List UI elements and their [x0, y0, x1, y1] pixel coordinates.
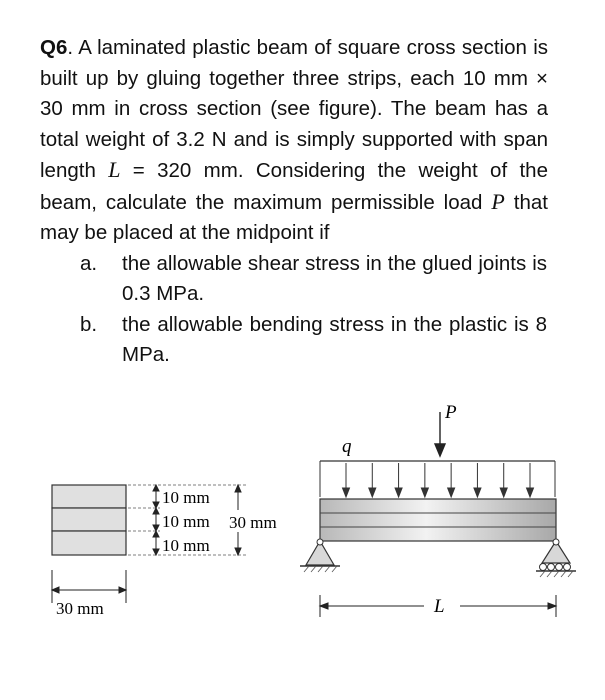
problem-text-1: . A laminated plastic beam of square cross section is built up by gluing together three strips, each 10 mm × 30 mm in cross section (see figure). The beam has a total weight of 3.2 N and is simply supported with span length	[40, 36, 548, 182]
distributed-load-arrows	[343, 463, 534, 497]
span-symbol: L	[108, 157, 121, 182]
pin-support	[300, 539, 340, 572]
distributed-load-arrowhead	[500, 488, 507, 497]
distributed-load-arrowhead	[474, 488, 481, 497]
width-label: 30 mm	[56, 599, 104, 618]
point-load-label: P	[445, 402, 457, 423]
distributed-load-arrowhead	[448, 488, 455, 497]
distributed-load-arrowhead	[369, 488, 376, 497]
problem-text-2: Considering the weight of the beam, calculate the maximum permissible load	[40, 159, 548, 214]
problem-text-3: that may be placed at the midpoint if	[40, 190, 548, 244]
strip-bottom	[52, 531, 126, 555]
strip-middle	[52, 508, 126, 531]
cross-section	[52, 485, 277, 618]
span-label: L	[434, 596, 445, 617]
question-number: Q6	[40, 36, 68, 59]
strip-label-1: 10 mm	[162, 488, 210, 507]
strip-dimension-arrows	[153, 485, 159, 555]
strip-label-2: 10 mm	[162, 512, 210, 531]
point-load-arrow	[435, 412, 445, 456]
distributed-load-label: q	[342, 436, 352, 457]
distributed-load-arrowhead	[343, 488, 350, 497]
part-a-marker: a.	[80, 251, 98, 275]
roller-support	[536, 539, 576, 577]
load-symbol: P	[491, 188, 505, 214]
strip-top	[52, 485, 126, 508]
distributed-load-arrowhead	[527, 488, 534, 497]
part-b-text: the allowable bending stress in the plastic is 8 MPa.	[122, 312, 547, 366]
beam-diagram	[300, 402, 576, 617]
distributed-load-arrowhead	[421, 488, 428, 497]
height-label: 30 mm	[229, 513, 277, 532]
strip-label-3: 10 mm	[162, 536, 210, 555]
part-a-text: the allowable shear stress in the glued joints is 0.3 MPa.	[122, 251, 547, 305]
beam-body	[320, 499, 556, 541]
part-b-marker: b.	[80, 312, 98, 336]
distributed-load-arrowhead	[395, 488, 402, 497]
span-value: = 320 mm.	[120, 159, 256, 182]
